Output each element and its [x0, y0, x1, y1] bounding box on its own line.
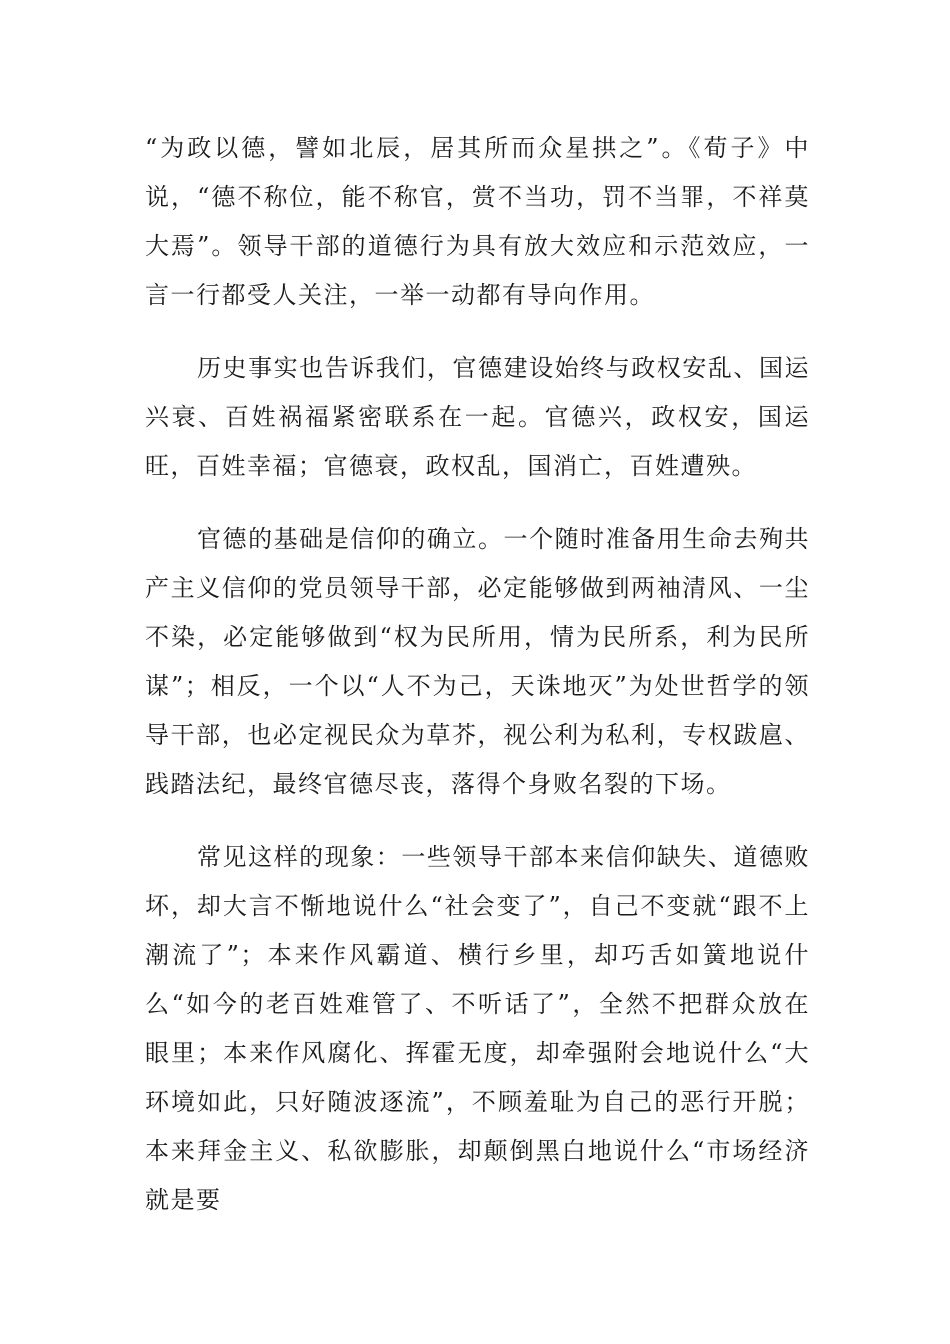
paragraph-3: 官德的基础是信仰的确立。一个随时准备用生命去殉共产主义信仰的党员领导干部，必定能够做到两袖清风、一尘不染，必定能够做到“权为民所用，情为民所系，利为民所谋”；相反，一个以“人不为己，天诛地灭”为处世哲学的领导干部，也必定视民众为草芥，视公利为私利，专权跋扈、践踏法纪，最终官德尽丧，落得个身败名裂的下场。: [145, 525, 810, 798]
document-body: [145, 124, 810, 1225]
paragraph-1: “为政以德，譬如北辰，居其所而众星拱之”。《荀子》中说，“德不称位，能不称官，赏不当功，罚不当罪，不祥莫大焉”。领导干部的道德行为具有放大效应和示范效应，一言一行都受人关注，一举一动都有导向作用。: [145, 134, 810, 309]
paragraph-2: 历史事实也告诉我们，官德建设始终与政权安乱、国运兴衰、百姓祸福紧密联系在一起。官德兴，政权安，国运旺，百姓幸福；官德衰，政权乱，国消亡，百姓遭殃。: [145, 354, 810, 480]
paragraph-4: 常见这样的现象：一些领导干部本来信仰缺失、道德败坏，却大言不惭地说什么“社会变了”，自己不变就“跟不上潮流了”；本来作风霸道、横行乡里，却巧舌如簧地说什么“如今的老百姓难管了、不听话了”，全然不把群众放在眼里；本来作风腐化、挥霍无度，却牵强附会地说什么“大环境如此，只好随波逐流”，不顾羞耻为自己的恶行开脱；本来拜金主义、私欲膨胀，却颠倒黑白地说什么“市场经济就是要: [145, 843, 810, 1214]
